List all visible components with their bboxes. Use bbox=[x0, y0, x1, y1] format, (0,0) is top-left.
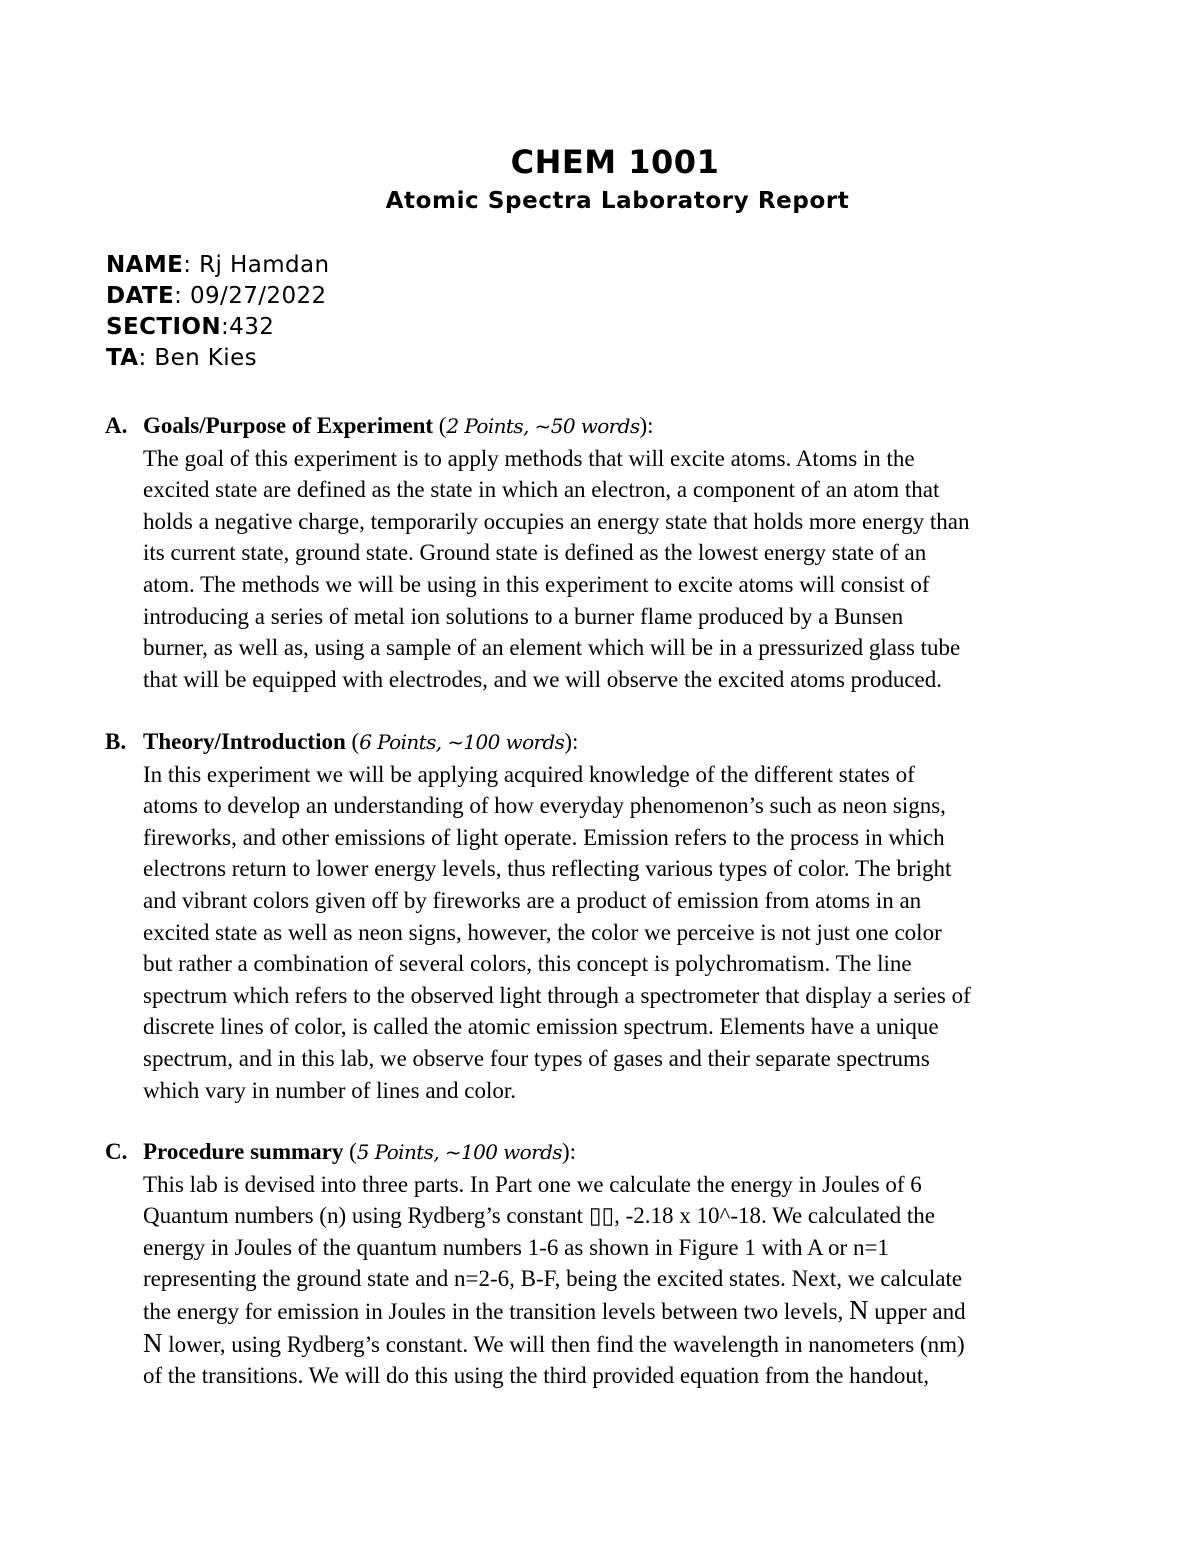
date-value: 09/27/2022 bbox=[189, 283, 327, 309]
body-line: holds a negative charge, temporarily occupies an energy state that holds more energy than bbox=[143, 508, 970, 534]
body-line: which vary in number of lines and color. bbox=[143, 1077, 517, 1103]
section-body bbox=[105, 759, 971, 1107]
line-text: upper and bbox=[868, 1298, 966, 1324]
section-points-note: 5 Points, ~100 words bbox=[356, 1140, 562, 1164]
section-letter: C. bbox=[105, 1139, 128, 1164]
body-line: energy in Joules of the quantum numbers 1-6 as shown in Figure 1 with A or n=1 bbox=[143, 1234, 889, 1260]
body-line: its current state, ground state. Ground state is defined as the lowest energy state of an bbox=[143, 540, 927, 566]
section-letter: A. bbox=[105, 413, 128, 438]
body-line: but rather a combination of several colors, this concept is polychromatism. The line bbox=[143, 951, 912, 977]
body-line: fireworks, and other emissions of light operate. Emission refers to the process in which bbox=[143, 824, 945, 850]
body-line bbox=[143, 1328, 966, 1361]
section-points-note: 6 Points, ~100 words bbox=[359, 730, 565, 754]
body-line: and vibrant colors given off by fireworks are a product of emission from atoms in an bbox=[143, 887, 922, 913]
body-line: of the transitions. We will do this using the third provided equation from the handout, bbox=[143, 1363, 929, 1389]
ta-label: TA bbox=[106, 345, 139, 371]
section-points-note: 2 Points, ~50 words bbox=[446, 414, 640, 438]
section-heading bbox=[105, 726, 971, 759]
line-text: lower, using Rydberg’s constant. We will then find the wavelength in nanometers (nm) bbox=[162, 1331, 965, 1357]
section-body bbox=[105, 443, 969, 696]
section-body bbox=[105, 1169, 966, 1392]
paren-close: ): bbox=[564, 729, 579, 754]
paren-close: ): bbox=[561, 1139, 576, 1164]
report-title: Atomic Spectra Laboratory Report bbox=[385, 188, 850, 214]
section-value: 432 bbox=[229, 314, 275, 340]
section-title: Procedure summary bbox=[143, 1139, 344, 1164]
section-label: SECTION bbox=[106, 314, 222, 340]
body-line: excited state as well as neon signs, however, the color we perceive is not just one color bbox=[143, 919, 942, 945]
body-line: In this experiment we will be applying acquired knowledge of the different states of bbox=[143, 761, 915, 787]
body-line: atoms to develop an understanding of how everyday phenomenon’s such as neon signs, bbox=[143, 793, 946, 819]
section-theory bbox=[105, 726, 971, 1106]
section-heading bbox=[105, 1136, 966, 1169]
paren-open: ( bbox=[433, 413, 447, 438]
section-row bbox=[106, 312, 329, 343]
paren-close: ): bbox=[639, 413, 654, 438]
n-upper-symbol: N bbox=[849, 1294, 869, 1325]
body-line: The goal of this experiment is to apply methods that will excite atoms. Atoms in the bbox=[143, 445, 915, 471]
section-procedure bbox=[105, 1136, 966, 1392]
body-line: Quantum numbers (n) using Rydberg’s constant ▯▯, -2.18 x 10^-18. We calculated the bbox=[143, 1203, 935, 1229]
paren-open: ( bbox=[343, 1139, 357, 1164]
date-row bbox=[106, 281, 329, 312]
body-line: spectrum, and in this lab, we observe four types of gases and their separate spectrums bbox=[143, 1045, 930, 1071]
ta-value: Ben Kies bbox=[154, 345, 258, 371]
body-line: burner, as well as, using a sample of an element which will be in a pressurized glass tube bbox=[143, 635, 961, 661]
name-sep: : bbox=[183, 252, 200, 278]
section-goals bbox=[105, 410, 969, 695]
ta-row bbox=[106, 343, 329, 374]
section-title: Theory/Introduction bbox=[143, 729, 346, 754]
student-info bbox=[106, 250, 329, 374]
body-line: discrete lines of color, is called the atomic emission spectrum. Elements have a unique bbox=[143, 1014, 939, 1040]
body-line: introducing a series of metal ion solutions to a burner flame produced by a Bunsen bbox=[143, 603, 904, 629]
n-lower-symbol: N bbox=[143, 1327, 163, 1358]
body-line: This lab is devised into three parts. In Part one we calculate the energy in Joules of 6 bbox=[143, 1171, 922, 1197]
paren-open: ( bbox=[345, 729, 360, 754]
section-letter: B. bbox=[105, 729, 127, 754]
section-title: Goals/Purpose of Experiment bbox=[143, 413, 434, 438]
name-value: Rj Hamdan bbox=[199, 252, 330, 278]
section-heading bbox=[105, 410, 969, 443]
body-line: atom. The methods we will be using in this experiment to excite atoms will consist of bbox=[143, 571, 930, 597]
name-label: NAME bbox=[106, 252, 184, 278]
body-line bbox=[143, 1295, 966, 1328]
ta-sep: : bbox=[138, 345, 155, 371]
line-text: the energy for emission in Joules in the transition levels between two levels, bbox=[143, 1298, 850, 1324]
body-line: representing the ground state and n=2-6, B-F, being the excited states. Next, we calculate bbox=[143, 1266, 963, 1292]
name-row bbox=[106, 250, 329, 281]
body-line: spectrum which refers to the observed light through a spectrometer that display a series of bbox=[143, 982, 971, 1008]
section-sep: : bbox=[221, 314, 230, 340]
date-sep: : bbox=[174, 283, 190, 309]
date-label: DATE bbox=[106, 283, 175, 309]
course-title: CHEM 1001 bbox=[510, 143, 720, 181]
body-line: electrons return to lower energy levels, thus reflecting various types of color. The bright bbox=[143, 856, 952, 882]
body-line: excited state are defined as the state in which an electron, a component of an atom that bbox=[143, 477, 940, 503]
body-line: that will be equipped with electrodes, and we will observe the excited atoms produced. bbox=[143, 666, 943, 692]
